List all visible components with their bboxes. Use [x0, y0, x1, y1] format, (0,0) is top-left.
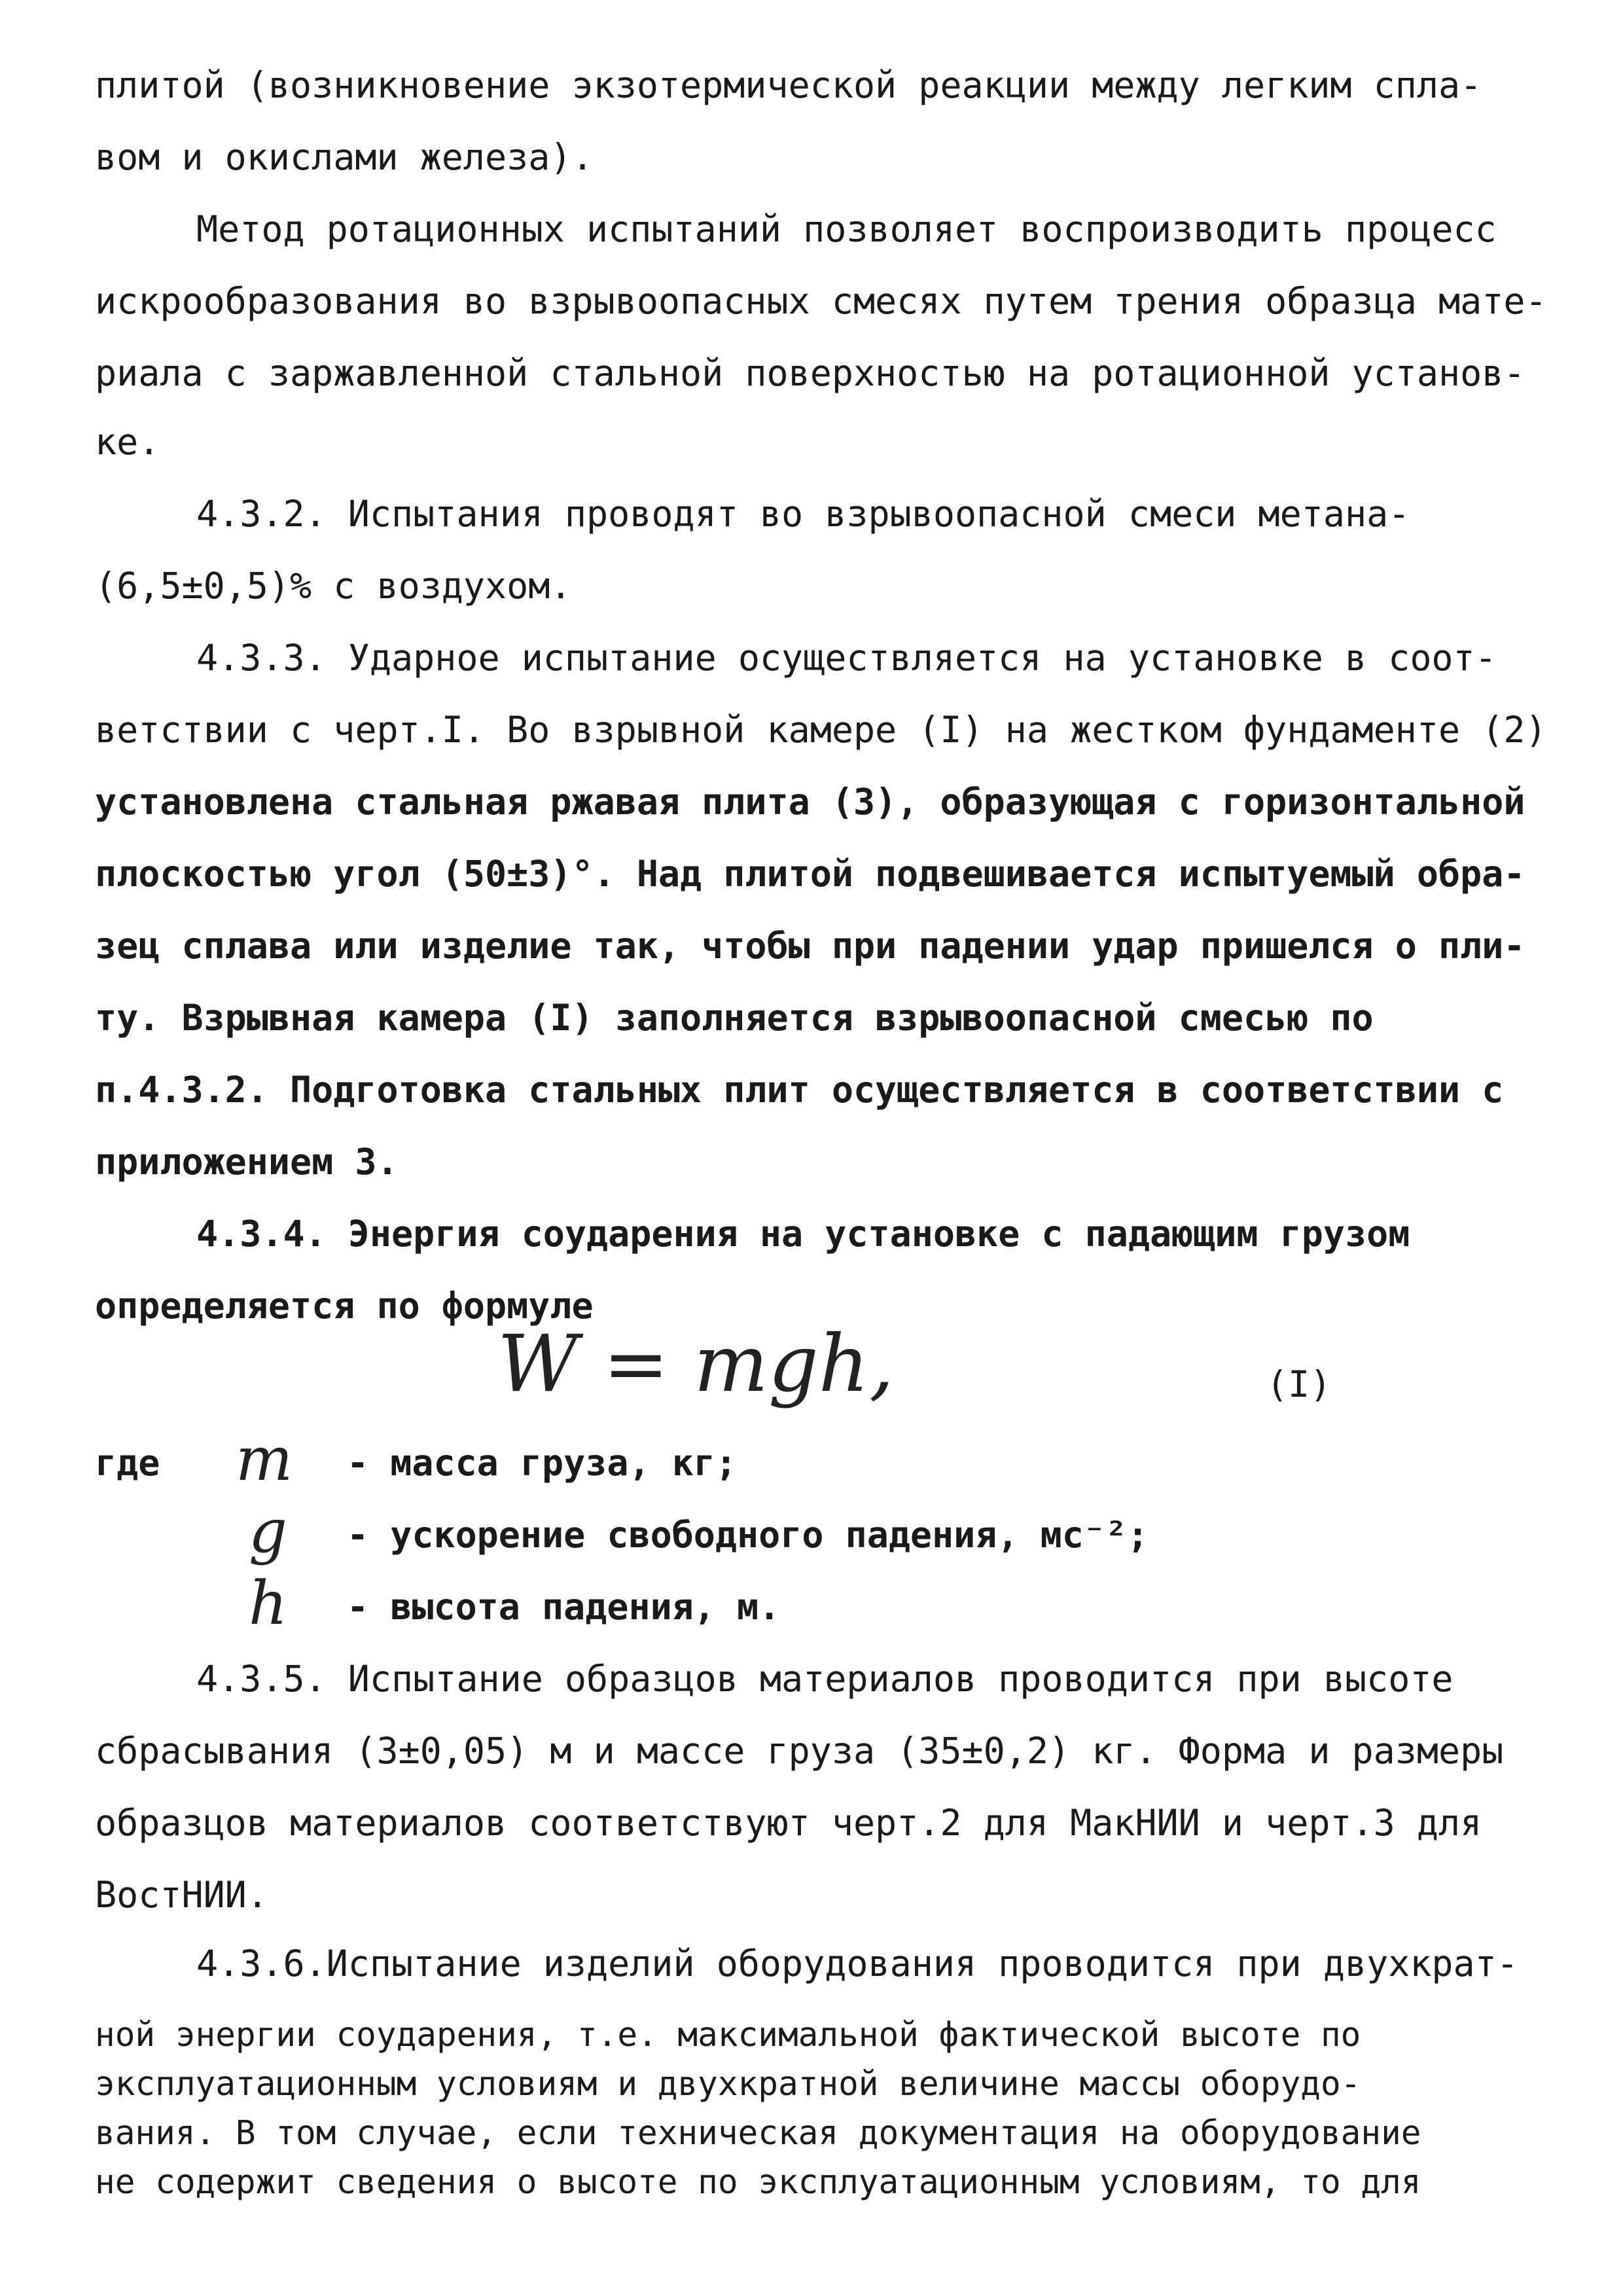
text-line: ВостНИИ. — [95, 1874, 268, 1916]
text-line: вом и окислами железа). — [95, 136, 594, 178]
energy-formula: W = mgh, — [497, 1319, 895, 1410]
where-label: где — [95, 1442, 160, 1484]
symbol-g: g — [249, 1496, 287, 1566]
section-4-3-2: 4.3.2. Испытания проводят во взрывоопасной смеси метана- — [196, 493, 1410, 535]
text-line: образцов материалов соответствуют черт.2 для МакНИИ и черт.3 для — [95, 1802, 1482, 1844]
text-line: искрообразования во взрывоопасных смесях путем трения образца мате- — [95, 280, 1547, 322]
text-line: эксплуатационным условиям и двухкратной величине массы оборудо- — [95, 2065, 1361, 2104]
text-line: плоскостью угол (50±3)°. Над плитой подвешивается испытуемый обра- — [95, 853, 1525, 895]
text-line: п.4.3.2. Подготовка стальных плит осуществляется в соответствии с — [95, 1069, 1504, 1111]
text-line: не содержит сведения о высоте по эксплуатационным условиям, то для — [95, 2163, 1421, 2202]
text-line: риала с заржавленной стальной поверхностью на ротационной установ- — [95, 352, 1525, 394]
paragraph-start: Метод ротационных испытаний позволяет воспроизводить процесс — [196, 208, 1497, 250]
text-line: зец сплава или изделие так, чтобы при падении удар пришелся о пли- — [95, 925, 1525, 967]
text-line: ту. Взрывная камера (I) заполняется взрывоопасной смесью по — [95, 997, 1374, 1039]
text-line: сбрасывания (3±0,05) м и массе груза (35±0,2) кг. Форма и размеры — [95, 1730, 1504, 1772]
text-line: приложением 3. — [95, 1141, 399, 1183]
section-4-3-6: 4.3.6.Испытание изделий оборудования проводится при двухкрат- — [196, 1943, 1518, 1984]
text-line: вания. В том случае, если техническая документация на оборудование — [95, 2114, 1421, 2153]
symbol-h: h — [249, 1568, 288, 1638]
definition-h: - высота падения, м. — [347, 1586, 781, 1628]
text-line: ветствии с черт.I. Во взрывной камере (I) на жестком фундаменте (2) — [95, 709, 1547, 751]
text-line: ной энергии соударения, т.е. максимальной фактической высоте по — [95, 2016, 1361, 2054]
text-line: плитой (возникновение экзотермической реакции между легким спла- — [95, 64, 1482, 106]
definition-m: - масса груза, кг; — [347, 1442, 738, 1484]
section-4-3-4: 4.3.4. Энергия соударения на установке с падающим грузом — [196, 1213, 1410, 1255]
section-4-3-5: 4.3.5. Испытание образцов материалов проводится при высоте — [196, 1658, 1454, 1700]
text-line: определяется по формуле — [95, 1285, 594, 1327]
text-line: установлена стальная ржавая плита (3), образующая с горизонтальной — [95, 781, 1525, 823]
definition-g: - ускорение свободного падения, мс⁻²; — [347, 1514, 1149, 1556]
symbol-m: m — [236, 1424, 293, 1494]
text-line: (6,5±0,5)% с воздухом. — [95, 565, 572, 607]
formula-number: (I) — [1266, 1363, 1332, 1405]
section-4-3-3: 4.3.3. Ударное испытание осуществляется на установке в соот- — [196, 637, 1497, 679]
text-line: ке. — [95, 421, 160, 463]
